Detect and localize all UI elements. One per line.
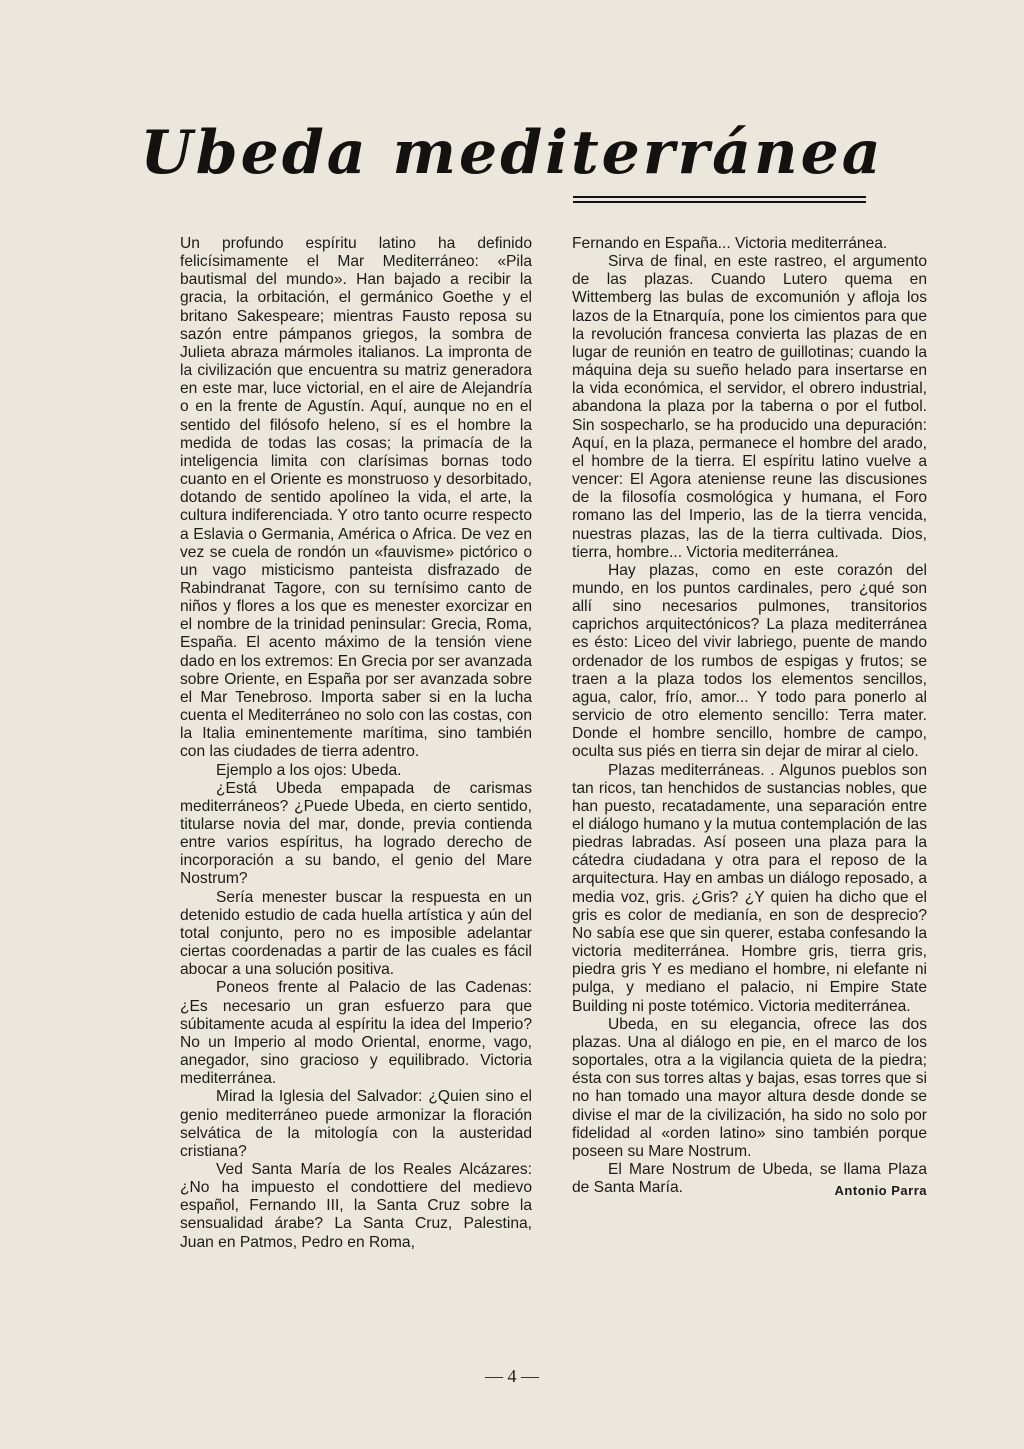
paragraph: Mirad la Iglesia del Salvador: ¿Quien sino el genio mediterráneo puede armonizar la floración selvática de la mitología con la austeridad cristiana? xyxy=(180,1088,532,1160)
closing-paragraph xyxy=(572,1161,927,1197)
paragraph: Ubeda, en su elegancia, ofrece las dos plazas. Una al diálogo en pie, en el marco de los soportales, otra a la vigilancia quieta de la piedra; ésta con sus torres altas y bajas, esas torres que si no han tomado una mayor altura desde donde se divise el mar de la civilización, ha sido no solo por fidelidad al «orden latino» sino también porque poseen su Mare Nostrum. xyxy=(572,1015,927,1160)
paragraph: Hay plazas, como en este corazón del mundo, en los puntos cardinales, pero ¿qué son allí sino necesarios pulmones, transitorios caprichos arquitectónicos? La plaza mediterránea es ésto: Liceo del vivir labriego, puente de mando ordenador de los rumbos de espigas y frutos; se traen a la plaza todos los elementos sencillos, agua, calor, frío, amor... Y todo para ponerlo al servicio de otro elemento sencillo: Terra mater. Donde el hombre sencillo, hombre de campo, oculta sus piés en tierra sin dejar de mirar al cielo. xyxy=(572,561,927,761)
paragraph: Plazas mediterráneas. . Algunos pueblos son tan ricos, tan henchidos de sustancias nobles, que han puesto, recatadamente, una separación entre el diálogo humano y la mutua contemplación de las piedras labradas. Así poseen una plaza para la cátedra ciudadana y otra para el reposo de la arquitectura. Hay en ambas un diálogo reposado, a media voz, gris. ¿Gris? ¿Y quien ha dicho que el gris es color de medianía, en son de desprecio? No sabía ese que sin querer, estaba confesando la victoria mediterránea. Hombre gris, tierra gris, piedra gris Y es mediano el hombre, ni elefante ni pulga, y mediano el palacio, ni Empire State Building ni poste totémico. Victoria mediterránea. xyxy=(572,761,927,1015)
article-title: Ubeda mediterránea xyxy=(140,118,884,188)
paragraph: Sirva de final, en este rastreo, el argumento de las plazas. Cuando Lutero quema en Wittemberg las bulas de excomunión y afloja los lazos de la Etnarquía, pone los cimientos para que la revolución francesa convierta las plazas de en lugar de reunión en teatro de guillotinas; cuando la máquina deja su sueño helado para insertarse en la vida económica, el servidor, el obrero industrial, abandona la plaza por la taberna o por el futbol. Sin sospecharlo, se ha producido una depuración: Aquí, en la plaza, permanece el hombre del arado, el hombre de la tierra. El espíritu latino vuelve a vencer: El Agora ateniense reune las discusiones de la filosofía cosmológica y humana, el Foro romano las del Imperio, las de la tierra vencida, nuestras plazas, las de la tierra cultivada. Dios, tierra, hombre... Victoria mediterránea. xyxy=(572,253,927,561)
paragraph: ¿Está Ubeda empapada de carismas mediterráneos? ¿Puede Ubeda, en cierto sentido, titularse novia del mar, donde, previa contienda entre varios espíritus, ha logrado derecho de incorporación a su bando, el genio del Mare Nostrum? xyxy=(180,779,532,888)
author-signature: Antonio Parra xyxy=(834,1183,927,1199)
closing-text: El Mare Nostrum de Ubeda, se llama Plaza de Santa María. xyxy=(572,1160,927,1197)
paragraph: Poneos frente al Palacio de las Cadenas: ¿Es necesario un gran esfuerzo para que súbitamente acuda al espíritu la idea del Imperio? No un Imperio al modo Oriental, enorme, vago, anegador, sino gracioso y equilibrado. Victoria mediterránea. xyxy=(180,979,532,1088)
paragraph: Sería menester buscar la respuesta en un detenido estudio de cada huella artística y aún del total conjunto, pero no es imposible adelantar ciertas coordenadas a partir de las cuales es fácil abocar a una solución positiva. xyxy=(180,888,532,979)
title-underline xyxy=(573,196,866,203)
paragraph: Fernando en España... Victoria mediterránea. xyxy=(572,235,888,252)
paragraph: Un profundo espíritu latino ha definido felicísimamente el Mar Mediterráneo: «Pila bautismal del mundo». Han bajado a recibir la gracia, la orbitación, el germánico Goethe y el britano Sakespeare; mientras Fausto reposa su sazón entre pámpanos griegos, la sombra de Julieta abraza mármoles italianos. La impronta de la civilización que encuentra su matriz generadora en este mar, luce victorial, en el aire de Alejandría o en la frente de Agustín. Aquí, aunque no en el sentido del filósofo heleno, sí es el hombre la medida de todas las cosas; la primacía de la inteligencia limita con clarísimas bornas todo cuanto en el Oriente es monstruoso y desorbitado, dotando de sentido apolíneo la vida, el arte, la cultura indiferenciada. Y otro tanto ocurre respecto a Eslavia o Germania, América o Africa. De vez en vez se cuela de rondón un «fauvisme» pictórico o un vago misticismo panteista disfrazado de Rabindranat Tagore, con su ternísimo canto de niños y flores a los que es menester exorcizar en el nombre de la trinidad peninsular: Grecia, Roma, España. El acento máximo de la tensión viene dado en los extremos: En Grecia por ser avanzada sobre Oriente, en España por ser avanzada sobre el Mar Tenebroso. Importa saber si en la lucha cuenta el Mediterráneo no solo con las costas, con la Italia eminentemente marítima, sino también con las ciudades de tierra adentro. xyxy=(180,235,532,761)
left-column xyxy=(180,235,532,1252)
page-number: — 4 — xyxy=(485,1366,539,1386)
paragraph: Ved Santa María de los Reales Alcázares: ¿No ha impuesto el condottiere del medievo español, Fernando III, la Santa Cruz sobre la sensualidad árabe? La Santa Cruz, Palestina, Juan en Patmos, Pedro en Roma, xyxy=(180,1160,532,1251)
right-column xyxy=(572,235,927,1200)
paragraph: Ejemplo a los ojos: Ubeda. xyxy=(216,761,402,779)
